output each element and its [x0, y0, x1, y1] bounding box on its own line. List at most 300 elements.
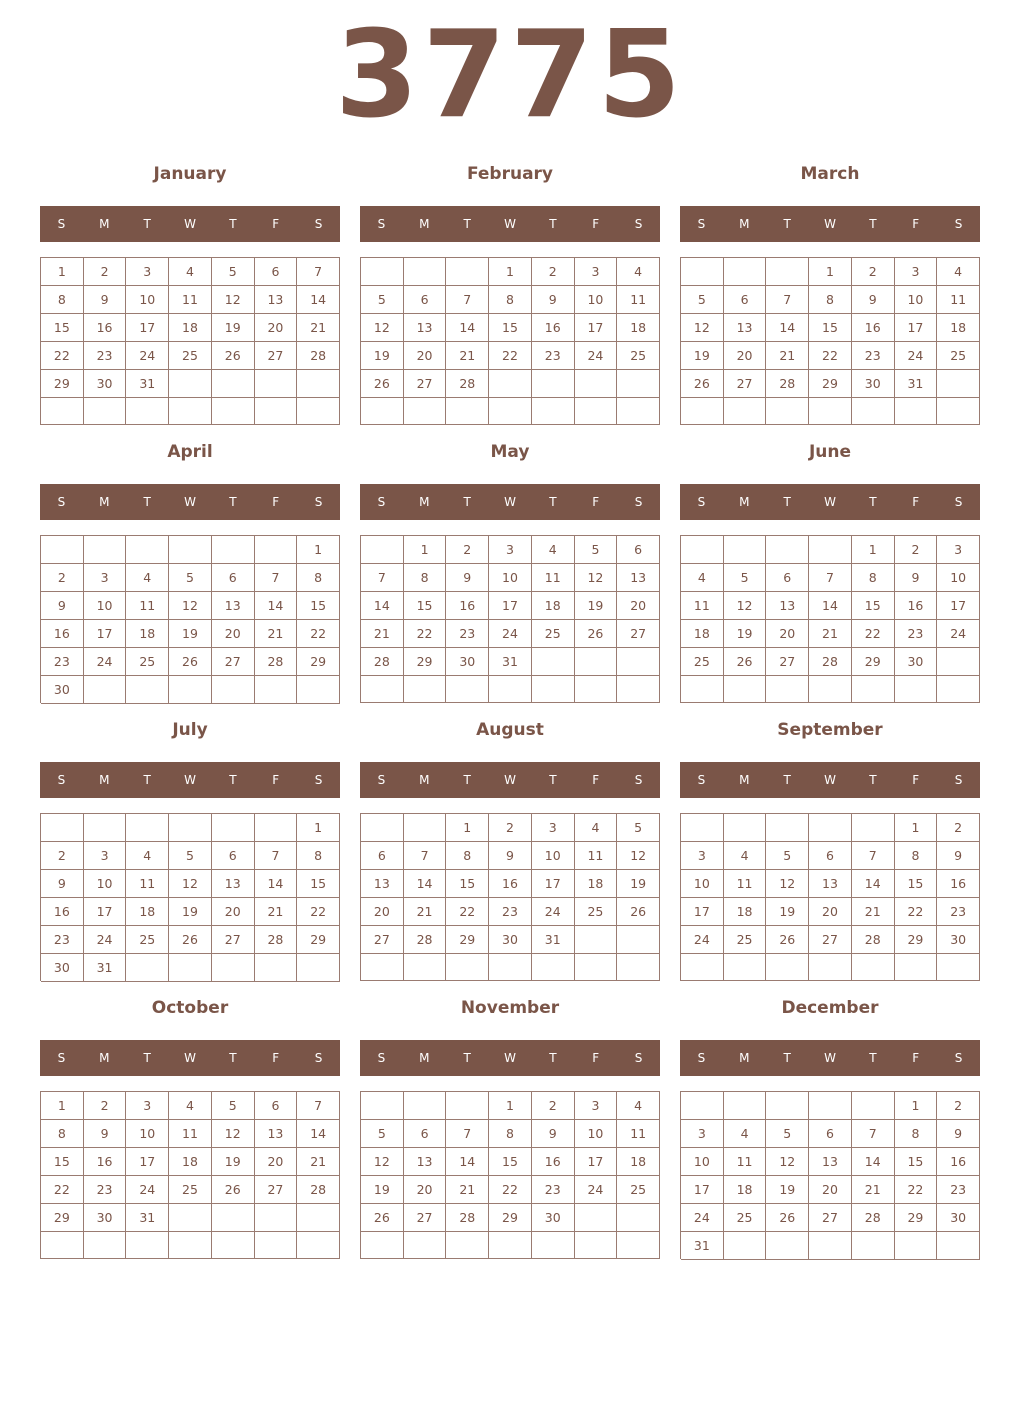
- weekday-label: S: [634, 495, 643, 509]
- day-cell: 17: [681, 1176, 724, 1204]
- day-cell: 13: [404, 1148, 447, 1176]
- day-cell: 29: [895, 926, 938, 954]
- weekday-header: [40, 484, 340, 520]
- day-cell: 19: [212, 1148, 255, 1176]
- empty-day-cell: [84, 1232, 127, 1259]
- day-cell: 7: [809, 564, 852, 592]
- day-grid: [360, 813, 660, 981]
- day-cell: 2: [41, 564, 84, 592]
- day-cell: 8: [41, 286, 84, 314]
- day-cell: 16: [489, 870, 532, 898]
- day-cell: 21: [297, 314, 340, 342]
- day-cell: 6: [212, 564, 255, 592]
- day-cell: 8: [404, 564, 447, 592]
- day-cell: 27: [404, 370, 447, 398]
- day-cell: 5: [212, 258, 255, 286]
- day-cell: 18: [724, 898, 767, 926]
- weekday-header: [360, 206, 660, 242]
- day-grid: [40, 813, 340, 981]
- weekday-label: S: [954, 773, 963, 787]
- day-cell: 31: [126, 370, 169, 398]
- day-cell: 5: [361, 286, 404, 314]
- empty-day-cell: [724, 536, 767, 564]
- day-cell: 20: [212, 620, 255, 648]
- day-cell: 22: [489, 342, 532, 370]
- day-cell: 10: [575, 286, 618, 314]
- day-cell: 2: [446, 536, 489, 564]
- day-cell: 17: [575, 1148, 618, 1176]
- day-cell: 12: [361, 314, 404, 342]
- day-cell: 16: [532, 1148, 575, 1176]
- empty-day-cell: [617, 926, 660, 954]
- weekday-label: T: [143, 1051, 151, 1065]
- day-cell: 22: [297, 620, 340, 648]
- day-cell: 6: [766, 564, 809, 592]
- day-cell: 11: [617, 286, 660, 314]
- weekday-label: W: [824, 1051, 836, 1065]
- empty-day-cell: [681, 398, 724, 425]
- day-cell: 6: [361, 842, 404, 870]
- day-cell: 9: [532, 286, 575, 314]
- day-cell: 16: [41, 620, 84, 648]
- day-cell: 20: [404, 1176, 447, 1204]
- weekday-label: M: [99, 773, 110, 787]
- empty-day-cell: [617, 1232, 660, 1259]
- weekday-label: S: [57, 1051, 66, 1065]
- day-cell: 25: [617, 342, 660, 370]
- day-cell: 18: [724, 1176, 767, 1204]
- day-cell: 30: [937, 926, 980, 954]
- day-cell: 22: [809, 342, 852, 370]
- empty-day-cell: [575, 1204, 618, 1232]
- day-grid: [360, 1091, 660, 1259]
- day-cell: 23: [852, 342, 895, 370]
- empty-day-cell: [575, 648, 618, 676]
- empty-day-cell: [532, 954, 575, 981]
- day-cell: 1: [489, 258, 532, 286]
- day-cell: 14: [297, 286, 340, 314]
- empty-day-cell: [575, 398, 618, 425]
- empty-day-cell: [766, 536, 809, 564]
- empty-day-cell: [617, 370, 660, 398]
- weekday-header: [40, 206, 340, 242]
- day-cell: 22: [446, 898, 489, 926]
- day-cell: 2: [937, 814, 980, 842]
- weekday-label: F: [592, 773, 600, 787]
- day-cell: 8: [446, 842, 489, 870]
- day-cell: 29: [41, 1204, 84, 1232]
- day-cell: 5: [766, 1120, 809, 1148]
- month-name: September: [777, 720, 883, 740]
- empty-day-cell: [297, 398, 340, 425]
- day-cell: 9: [41, 870, 84, 898]
- day-cell: 4: [681, 564, 724, 592]
- day-cell: 17: [895, 314, 938, 342]
- empty-day-cell: [255, 370, 298, 398]
- day-cell: 20: [212, 898, 255, 926]
- weekday-label: T: [463, 217, 471, 231]
- day-cell: 14: [255, 870, 298, 898]
- weekday-label: S: [314, 1051, 323, 1065]
- empty-day-cell: [169, 1232, 212, 1259]
- empty-day-cell: [255, 954, 298, 982]
- day-cell: 18: [126, 620, 169, 648]
- empty-day-cell: [681, 536, 724, 564]
- day-cell: 16: [41, 898, 84, 926]
- day-cell: 17: [84, 620, 127, 648]
- day-cell: 10: [84, 870, 127, 898]
- weekday-label: S: [697, 1051, 706, 1065]
- day-cell: 21: [255, 620, 298, 648]
- day-cell: 18: [169, 1148, 212, 1176]
- day-cell: 19: [361, 342, 404, 370]
- day-cell: 15: [852, 592, 895, 620]
- empty-day-cell: [41, 398, 84, 425]
- day-cell: 20: [809, 898, 852, 926]
- day-cell: 6: [212, 842, 255, 870]
- day-cell: 12: [575, 564, 618, 592]
- day-cell: 22: [41, 342, 84, 370]
- empty-day-cell: [361, 814, 404, 842]
- empty-day-cell: [212, 536, 255, 564]
- day-cell: 10: [126, 1120, 169, 1148]
- day-cell: 3: [681, 842, 724, 870]
- day-cell: 21: [297, 1148, 340, 1176]
- day-cell: 15: [297, 870, 340, 898]
- day-cell: 5: [169, 564, 212, 592]
- day-cell: 23: [41, 648, 84, 676]
- day-cell: 13: [361, 870, 404, 898]
- day-cell: 2: [532, 258, 575, 286]
- weekday-label: W: [824, 217, 836, 231]
- day-cell: 4: [169, 1092, 212, 1120]
- day-cell: 30: [937, 1204, 980, 1232]
- day-cell: 4: [575, 814, 618, 842]
- day-cell: 16: [446, 592, 489, 620]
- weekday-label: S: [377, 495, 386, 509]
- empty-day-cell: [41, 536, 84, 564]
- day-cell: 13: [404, 314, 447, 342]
- day-grid: [680, 813, 980, 981]
- day-cell: 3: [681, 1120, 724, 1148]
- day-cell: 18: [169, 314, 212, 342]
- weekday-label: M: [99, 495, 110, 509]
- day-cell: 17: [532, 870, 575, 898]
- day-cell: 18: [617, 314, 660, 342]
- day-cell: 2: [532, 1092, 575, 1120]
- day-cell: 6: [404, 1120, 447, 1148]
- day-cell: 23: [937, 1176, 980, 1204]
- day-cell: 24: [126, 1176, 169, 1204]
- day-cell: 26: [212, 342, 255, 370]
- empty-day-cell: [255, 1232, 298, 1259]
- weekday-header: [680, 1040, 980, 1076]
- day-cell: 25: [617, 1176, 660, 1204]
- day-cell: 9: [489, 842, 532, 870]
- weekday-label: T: [869, 217, 877, 231]
- weekday-label: S: [377, 217, 386, 231]
- weekday-label: T: [869, 773, 877, 787]
- day-cell: 26: [361, 1204, 404, 1232]
- day-cell: 14: [361, 592, 404, 620]
- day-cell: 16: [895, 592, 938, 620]
- day-cell: 11: [169, 1120, 212, 1148]
- day-cell: 24: [895, 342, 938, 370]
- empty-day-cell: [361, 536, 404, 564]
- day-cell: 17: [937, 592, 980, 620]
- day-cell: 11: [937, 286, 980, 314]
- day-cell: 23: [41, 926, 84, 954]
- day-cell: 12: [617, 842, 660, 870]
- day-cell: 31: [489, 648, 532, 676]
- day-cell: 8: [895, 1120, 938, 1148]
- day-cell: 2: [84, 1092, 127, 1120]
- day-cell: 9: [532, 1120, 575, 1148]
- day-cell: 5: [724, 564, 767, 592]
- empty-day-cell: [212, 814, 255, 842]
- month-name: March: [800, 164, 860, 184]
- day-cell: 7: [852, 842, 895, 870]
- empty-day-cell: [575, 676, 618, 703]
- day-cell: 10: [532, 842, 575, 870]
- day-cell: 20: [724, 342, 767, 370]
- empty-day-cell: [532, 1232, 575, 1259]
- empty-day-cell: [681, 676, 724, 703]
- day-cell: 11: [575, 842, 618, 870]
- day-cell: 27: [255, 1176, 298, 1204]
- day-cell: 22: [41, 1176, 84, 1204]
- day-cell: 20: [255, 1148, 298, 1176]
- month-name: February: [466, 164, 554, 184]
- day-cell: 31: [126, 1204, 169, 1232]
- day-cell: 15: [489, 1148, 532, 1176]
- day-cell: 30: [532, 1204, 575, 1232]
- weekday-label: M: [739, 773, 750, 787]
- day-cell: 16: [937, 1148, 980, 1176]
- day-cell: 11: [681, 592, 724, 620]
- empty-day-cell: [169, 536, 212, 564]
- day-cell: 28: [297, 1176, 340, 1204]
- day-cell: 10: [681, 1148, 724, 1176]
- empty-day-cell: [575, 1232, 618, 1259]
- empty-day-cell: [532, 648, 575, 676]
- day-cell: 31: [532, 926, 575, 954]
- day-cell: 15: [41, 314, 84, 342]
- day-cell: 18: [937, 314, 980, 342]
- empty-day-cell: [937, 398, 980, 425]
- day-cell: 26: [724, 648, 767, 676]
- day-cell: 19: [766, 898, 809, 926]
- weekday-label: W: [824, 773, 836, 787]
- empty-day-cell: [361, 258, 404, 286]
- day-cell: 17: [489, 592, 532, 620]
- weekday-label: S: [314, 217, 323, 231]
- day-cell: 1: [41, 258, 84, 286]
- day-cell: 5: [766, 842, 809, 870]
- day-cell: 28: [255, 648, 298, 676]
- empty-day-cell: [852, 1232, 895, 1260]
- weekday-label: W: [504, 773, 516, 787]
- empty-day-cell: [212, 370, 255, 398]
- day-cell: 3: [84, 564, 127, 592]
- day-grid: [40, 535, 340, 703]
- weekday-label: S: [954, 495, 963, 509]
- weekday-header: [680, 206, 980, 242]
- empty-day-cell: [404, 814, 447, 842]
- empty-day-cell: [766, 814, 809, 842]
- weekday-label: S: [697, 495, 706, 509]
- empty-day-cell: [852, 1092, 895, 1120]
- day-cell: 14: [446, 314, 489, 342]
- empty-day-cell: [724, 676, 767, 703]
- day-cell: 12: [212, 286, 255, 314]
- day-cell: 20: [361, 898, 404, 926]
- day-cell: 23: [84, 1176, 127, 1204]
- day-cell: 1: [446, 814, 489, 842]
- day-cell: 4: [724, 1120, 767, 1148]
- day-cell: 7: [297, 1092, 340, 1120]
- day-cell: 13: [212, 870, 255, 898]
- weekday-label: F: [912, 495, 920, 509]
- day-cell: 8: [489, 1120, 532, 1148]
- day-cell: 5: [617, 814, 660, 842]
- day-cell: 13: [255, 1120, 298, 1148]
- day-cell: 9: [41, 592, 84, 620]
- day-cell: 19: [617, 870, 660, 898]
- empty-day-cell: [126, 954, 169, 982]
- empty-day-cell: [126, 536, 169, 564]
- weekday-header: [40, 762, 340, 798]
- day-cell: 25: [126, 926, 169, 954]
- empty-day-cell: [724, 258, 767, 286]
- weekday-label: M: [739, 1051, 750, 1065]
- weekday-label: S: [954, 1051, 963, 1065]
- empty-day-cell: [852, 676, 895, 703]
- day-cell: 9: [84, 286, 127, 314]
- day-cell: 29: [895, 1204, 938, 1232]
- day-cell: 27: [255, 342, 298, 370]
- day-cell: 2: [852, 258, 895, 286]
- day-cell: 28: [446, 370, 489, 398]
- day-cell: 2: [489, 814, 532, 842]
- empty-day-cell: [84, 536, 127, 564]
- weekday-label: T: [463, 495, 471, 509]
- day-cell: 30: [852, 370, 895, 398]
- empty-day-cell: [212, 1232, 255, 1259]
- weekday-label: M: [419, 495, 430, 509]
- day-cell: 27: [404, 1204, 447, 1232]
- day-cell: 24: [681, 1204, 724, 1232]
- day-cell: 31: [84, 954, 127, 982]
- empty-day-cell: [937, 370, 980, 398]
- empty-day-cell: [724, 1232, 767, 1260]
- day-cell: 24: [489, 620, 532, 648]
- empty-day-cell: [126, 398, 169, 425]
- weekday-label: T: [783, 217, 791, 231]
- weekday-header: [40, 1040, 340, 1076]
- day-cell: 14: [809, 592, 852, 620]
- day-cell: 19: [169, 620, 212, 648]
- month-name: November: [460, 998, 560, 1018]
- empty-day-cell: [724, 954, 767, 981]
- weekday-label: S: [954, 217, 963, 231]
- month-name: December: [781, 998, 879, 1018]
- empty-day-cell: [489, 954, 532, 981]
- day-cell: 10: [575, 1120, 618, 1148]
- empty-day-cell: [852, 954, 895, 981]
- day-cell: 3: [84, 842, 127, 870]
- day-cell: 5: [575, 536, 618, 564]
- day-cell: 20: [617, 592, 660, 620]
- day-cell: 20: [404, 342, 447, 370]
- month-name: May: [490, 442, 530, 462]
- day-cell: 10: [895, 286, 938, 314]
- day-cell: 7: [852, 1120, 895, 1148]
- day-cell: 19: [766, 1176, 809, 1204]
- day-grid: [680, 257, 980, 425]
- day-cell: 5: [212, 1092, 255, 1120]
- empty-day-cell: [809, 1092, 852, 1120]
- day-cell: 4: [937, 258, 980, 286]
- weekday-label: S: [314, 495, 323, 509]
- empty-day-cell: [255, 814, 298, 842]
- day-cell: 3: [532, 814, 575, 842]
- day-cell: 30: [84, 370, 127, 398]
- day-cell: 26: [766, 926, 809, 954]
- weekday-label: M: [739, 217, 750, 231]
- day-cell: 3: [126, 1092, 169, 1120]
- day-cell: 26: [766, 1204, 809, 1232]
- weekday-label: F: [592, 495, 600, 509]
- day-cell: 25: [169, 1176, 212, 1204]
- day-cell: 8: [41, 1120, 84, 1148]
- weekday-label: F: [592, 217, 600, 231]
- weekday-label: W: [184, 495, 196, 509]
- day-cell: 25: [532, 620, 575, 648]
- empty-day-cell: [937, 676, 980, 703]
- day-cell: 28: [255, 926, 298, 954]
- day-cell: 5: [361, 1120, 404, 1148]
- day-cell: 10: [126, 286, 169, 314]
- day-cell: 22: [297, 898, 340, 926]
- day-cell: 12: [766, 1148, 809, 1176]
- empty-day-cell: [255, 1204, 298, 1232]
- year-title: 3775: [335, 6, 685, 145]
- day-cell: 21: [446, 1176, 489, 1204]
- empty-day-cell: [361, 1232, 404, 1259]
- weekday-label: T: [549, 1051, 557, 1065]
- day-cell: 11: [126, 870, 169, 898]
- day-cell: 7: [255, 842, 298, 870]
- day-cell: 27: [809, 1204, 852, 1232]
- empty-day-cell: [724, 398, 767, 425]
- day-cell: 28: [361, 648, 404, 676]
- weekday-label: S: [57, 217, 66, 231]
- empty-day-cell: [84, 398, 127, 425]
- day-cell: 3: [489, 536, 532, 564]
- day-cell: 23: [489, 898, 532, 926]
- day-cell: 22: [895, 1176, 938, 1204]
- day-cell: 23: [895, 620, 938, 648]
- empty-day-cell: [937, 954, 980, 981]
- weekday-label: M: [99, 1051, 110, 1065]
- day-cell: 17: [575, 314, 618, 342]
- day-cell: 9: [937, 842, 980, 870]
- day-cell: 29: [404, 648, 447, 676]
- day-cell: 9: [852, 286, 895, 314]
- weekday-label: M: [419, 1051, 430, 1065]
- day-cell: 21: [361, 620, 404, 648]
